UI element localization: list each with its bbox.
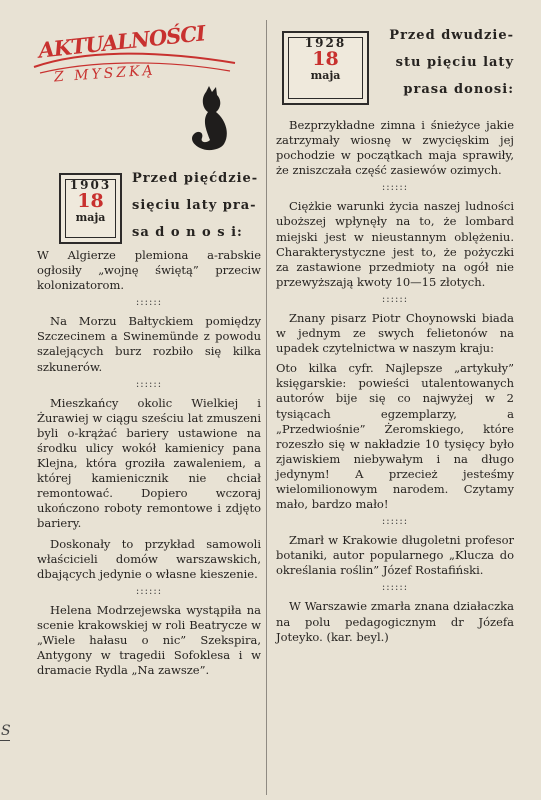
stamp-day: 18 bbox=[312, 48, 339, 70]
edge-fragment: S bbox=[1, 723, 11, 739]
kicker-line: sięciu laty pra- bbox=[132, 198, 257, 213]
column-divider bbox=[266, 20, 267, 795]
masthead-subtitle: Z MYSZKĄ bbox=[53, 62, 157, 86]
kicker-line: sa d o n o s i: bbox=[132, 225, 243, 240]
news-item: W Algierze plemiona a-rabskie ogłosiły „wojnę świętą” przeciw kolonizatorom. bbox=[37, 248, 261, 293]
news-item: Oto kilka cyfr. Najlepsze „artykuły” księgarskie: powieści utalentowanych autorów bije się co najwyżej w 2 tysiącach egzemplarzy, a „Przedwiośnie” Żeromskiego, które rozeszło się w nakładzie 10 tysięcy było zjawiskiem niebywałym i na długo jedynym! A przecież jesteśmy wielomilionowym narodem. Czytamy mało, bardzo mało! bbox=[276, 361, 514, 512]
item-separator: :::::: bbox=[135, 297, 163, 309]
kicker-line: Przed dwudzie- bbox=[389, 28, 514, 43]
news-item: Mieszkańcy okolic Wielkiej i Żurawiej w ciągu sześciu lat zmuszeni byli o-krążać bariery ustawione na środku ulicy wokół kamienicy pana Klejna, która groziła zawaleniem, a której kamienicznik nie chciał remontować. Dopiero wczoraj ukończono roboty remontowe i zdjęto bariery. bbox=[37, 395, 261, 531]
kicker-line: stu pięciu laty bbox=[395, 55, 514, 70]
item-separator: :::::: bbox=[135, 378, 163, 390]
news-item: W Warszawie zmarła znana działaczka na polu pedagogicznym dr Józefa Joteyko. (kar. beyl.) bbox=[276, 599, 514, 644]
stamp-month: maja bbox=[75, 211, 106, 224]
masthead-title: AKTUALNOŚCI bbox=[37, 20, 206, 63]
stamp-year: 1928 bbox=[304, 36, 347, 50]
news-item: Zmarł w Krakowie długoletni profesor botaniki, autor popularnego „Klucza do określania roślin” Józef Rostafiński. bbox=[276, 533, 514, 578]
item-separator: :::::: bbox=[135, 585, 163, 597]
edge-rule bbox=[0, 740, 10, 741]
stamp-day: 18 bbox=[77, 190, 104, 212]
item-separator: :::::: bbox=[381, 293, 409, 305]
item-separator: :::::: bbox=[381, 582, 409, 594]
news-item: Bezprzykładne zimna i śnieżyce jakie zatrzymały wiosnę w zwycięskim jej pochodzie w początkach maja sprawiły, że zniszczała część zasiewów ozimych. bbox=[276, 118, 514, 178]
kicker-line: Przed pięćdzie- bbox=[132, 171, 259, 186]
article-column-right bbox=[276, 118, 514, 650]
item-separator: :::::: bbox=[381, 516, 409, 528]
cat-silhouette-icon bbox=[186, 86, 236, 156]
news-item: Helena Modrzejewska wystąpiła na scenie krakowskiej w roli Beatrycze w „Wiele hałasu o nic” Szekspira, Antygony w tragedii Sofoklesa i w dramacie Rydla „Na zawsze”. bbox=[37, 602, 261, 678]
stamp-year: 1903 bbox=[69, 178, 112, 192]
kicker-line: prasa donosi: bbox=[403, 82, 514, 97]
news-item: Na Morzu Bałtyckiem pomiędzy Szczecinem a Swinemünde z powodu szalejących burz rozbiło się kilka szkunerów. bbox=[37, 314, 261, 374]
news-item: Znany pisarz Piotr Choynowski biada w jednym ze swych felietonów na upadek czytelnictwa w naszym kraju: bbox=[276, 310, 514, 356]
item-separator: :::::: bbox=[381, 182, 409, 194]
date-stamp-right bbox=[282, 31, 369, 105]
news-item: Doskonały to przykład samowoli właścicieli domów warszawskich, dbających jedynie o własne kieszenie. bbox=[37, 536, 261, 581]
stamp-month: maja bbox=[310, 69, 341, 82]
kicker-right bbox=[382, 22, 514, 103]
news-item: Ciężkie warunki życia naszej ludności uboższej wpłynęły na to, że lombard miejski jest w nieustannym oblężeniu. Charakterystyczne jest to, że pożyczki za zastawione przedmioty na ogół nie przewyższają kwoty 10—15 złotych. bbox=[276, 199, 514, 289]
article-column-left bbox=[37, 248, 261, 683]
kicker-left bbox=[132, 165, 260, 246]
date-stamp-left bbox=[59, 173, 122, 244]
